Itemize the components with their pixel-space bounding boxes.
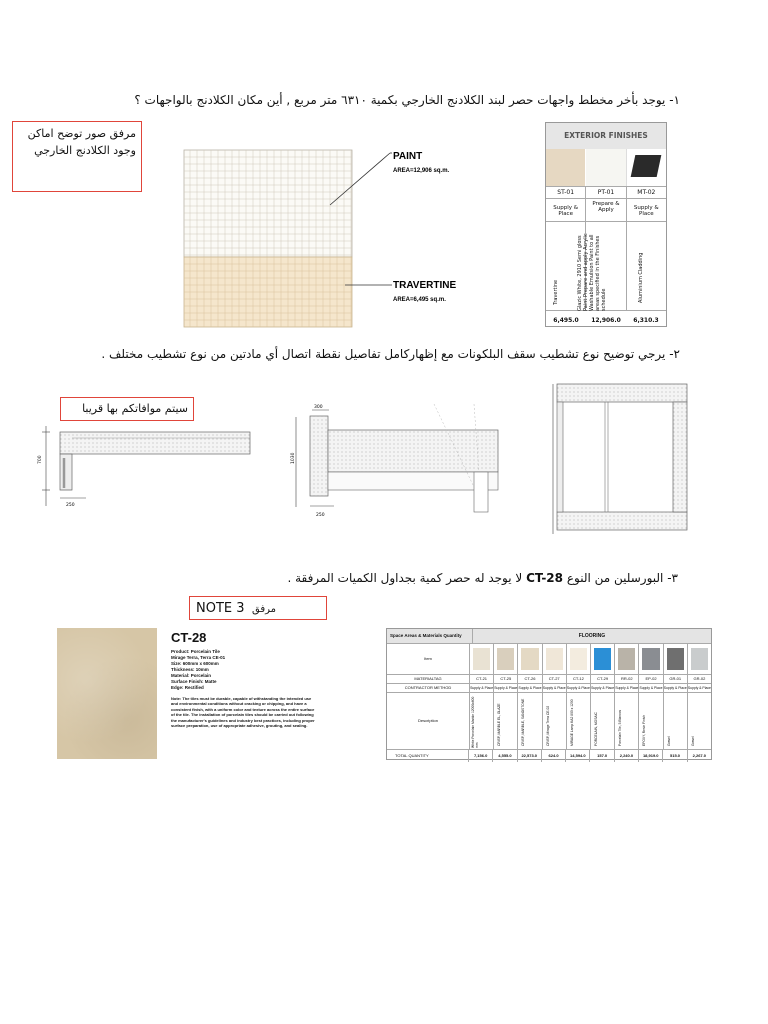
flooring-total: 4,555.0 [493,750,517,762]
flooring-description: MIRAGE Lamp KA2 800 x 1200 [569,699,574,746]
flooring-total: 14,594.0 [566,750,590,762]
flooring-description: CRISP, MARBLE EL, GLAZE [497,703,502,746]
d1-dim-250: 250 [66,503,75,508]
question-3 [287,571,678,585]
flooring-total: 624.0 [542,750,566,762]
exterior-table-title: EXTERIOR FINISHES [546,123,666,149]
flooring-code: CT-25 [494,675,518,683]
row-label-description: Description [387,693,470,749]
flooring-description-cell [543,693,567,749]
paint-area: AREA=12,906 sq.m. [393,168,450,174]
ct28-code: CT-28 [171,630,207,645]
code-st01: ST-01 [546,187,586,198]
flooring-code: CT-26 [518,675,542,683]
note-box-1 [12,121,142,192]
flooring-swatch-cell [518,644,542,674]
flooring-swatch [473,648,490,670]
question-1: ١- يوجد بأخر مخطط واجهات حصر لبند الكلادنج الخارجي بكمية ٦٣١٠ متر مربع , أين مكان الكلادنج بالواجهات ؟ [134,93,680,107]
flooring-description: CRISP, MARBLE, SANDSTONE [521,698,526,746]
flooring-code: GR-01 [664,675,688,683]
flooring-description: Gravel [666,736,671,746]
balcony-detail-2 [284,402,504,522]
flooring-method: Supply & Place [591,686,615,690]
flooring-total: 2,267.0 [692,753,706,758]
flooring-swatch [594,648,611,670]
flooring-swatch-cell [591,644,615,674]
total-mt02: 6,310.3 [633,317,659,324]
flooring-code: CT-21 [470,675,494,683]
flooring-code: CT-12 [567,675,591,683]
flooring-total: 515.0 [663,750,687,762]
flooring-swatch-cell [639,644,663,674]
desc-st01: Travertine [553,279,559,305]
flooring-code: CT-27 [543,675,567,683]
total-pt01: 12,906.0 [591,317,621,324]
flooring-swatch-cell [494,644,518,674]
method-st01: Supply & Place [546,199,586,221]
flooring-swatch [691,648,708,670]
d2-dim-250: 250 [316,513,325,518]
elevation-drawing [180,145,480,330]
d2-dim-300: 300 [314,405,323,410]
flooring-method: Supply & Place [518,686,542,690]
flooring-method: Supply & Place [470,686,494,690]
flooring-table [386,628,712,760]
flooring-swatch [642,648,659,670]
flooring-description: CRISP, Mirage Terra CE-02 [545,705,550,746]
flooring-header-right: FLOORING [578,633,606,639]
row-label-total: TOTAL QUANTITY [387,750,469,762]
flooring-total: 18,919.0 [639,750,663,762]
flooring-method: Supply & Place [542,686,566,690]
ct28-note: Note: The tiles must be durable, capable of withstanding the intended use and environmental conditions without cracking or chipping, and have a consistent finish, with a uniform color and texture across the entire surface of the tile. The installation of porcelain tiles should be carried out following the manufacturer's guidelines and industry best practices, including proper surface preparation, use of appropriate adhesive, grouting, and sealing. [171,696,315,729]
flooring-description: Gravel [690,736,695,746]
flooring-total: 2,240.0 [615,750,639,762]
desc-pt01: Glazic White, 2910 Semi gloss Paint Prepare and apply Acrylic Washable Emulsion Paint to all areas specified in the Finishes schedule [577,233,608,311]
ct28-spec-2: Size: 600mm x 600mm [171,661,219,666]
total-st01: 6,495.0 [553,317,579,324]
swatch-pt01 [586,149,626,186]
flooring-code: RR-02 [615,675,639,683]
travertine-label: TRAVERTINE [393,280,457,291]
ct28-spec-1: Mirage Terra, Terra CE-01 [171,655,226,660]
flooring-method: Supply & Place [494,686,518,690]
flooring-swatch-cell [688,644,711,674]
note-3-prefix: مرفق [252,604,277,615]
flooring-description-cell [567,693,591,749]
exterior-finishes-table [545,122,667,327]
flooring-swatch-cell [664,644,688,674]
flooring-method: Supply & Place [687,686,711,690]
row-label-item: Item [387,644,470,674]
flooring-method: Supply & Place [639,686,663,690]
method-pt01: Prepare & Apply [586,199,626,221]
flooring-total: 157.0 [590,750,614,762]
ct28-spec-4: Material: Porcelain [171,673,212,678]
flooring-swatch [570,648,587,670]
ct28-spec [171,630,316,728]
ct28-spec-6: Edge: Rectified [171,685,204,690]
swatch-st01 [546,149,586,186]
question-3-pre: ٣- البورسلين من النوع [566,571,678,585]
ct28-spec-5: Surface Finish: Matte [171,679,217,684]
flooring-header-left: Space Areas & Materials Quantity [387,629,473,643]
flooring-description: Porcelain Tile, 5 Blancos [618,709,623,746]
flooring-description-cell [664,693,688,749]
question-3-code: CT-28 [526,571,564,585]
code-pt01: PT-01 [586,187,626,198]
flooring-total: 7,156.0 [469,750,493,762]
flooring-description-cell [518,693,542,749]
flooring-code: EP-02 [639,675,663,683]
flooring-swatch-cell [543,644,567,674]
paint-label: PAINT [393,151,423,162]
method-mt02: Supply & Place [633,205,659,217]
flooring-method: Supply & Place [566,686,590,690]
swatch-mt02 [627,149,666,186]
balcony-detail-1 [36,418,251,513]
flooring-description: White Porcelain Marble 12000x600 mm [471,696,479,748]
flooring-description-cell [470,693,494,749]
flooring-description-cell [639,693,663,749]
ct28-spec-3: Thickness: 10mm [171,667,209,672]
flooring-description: PORCELAIN, MOSAIC [594,712,599,746]
d2-dim-1030: 1030 [291,452,296,464]
flooring-swatch-cell [470,644,494,674]
flooring-method: Supply & Place [663,686,687,690]
desc-mt02: Aluminium Cladding [637,252,644,303]
ct28-spec-0: Product: Porcelain Tile [171,649,220,654]
flooring-swatch-cell [615,644,639,674]
ct28-swatch [57,628,157,759]
flooring-method: Supply & Place [615,686,639,690]
flooring-description-cell [688,693,711,749]
note-box-3 [189,596,327,620]
question-2: ٢- يرجي توضيح نوع تشطيب سقف البلكونات مع إظهاركامل تفاصيل نقطة اتصال أي مادتين من نوع تشطيب مختلف . [101,347,680,361]
flooring-total: 22,573.0 [518,750,542,762]
flooring-description-cell [615,693,639,749]
flooring-code: CT-29 [591,675,615,683]
flooring-swatch [497,648,514,670]
row-label-tag: MATERIALTAG [387,675,470,683]
flooring-description: EPOXY, Resin Finish [642,715,647,746]
balcony-detail-3 [545,374,695,539]
code-mt02: MT-02 [637,189,656,196]
flooring-swatch [618,648,635,670]
question-3-post: لا يوجد له حصر كمية بجداول الكميات المرفقة . [287,571,523,585]
flooring-swatch [667,648,684,670]
note-3-label: NOTE 3 [196,601,245,616]
note-1-text: مرفق صور توضح اماكن وجود الكلادنج الخارجي [27,127,136,158]
flooring-description-cell [494,693,518,749]
flooring-swatch [521,648,538,670]
flooring-swatch [546,648,563,670]
flooring-description-cell [591,693,615,749]
row-label-method: CONTRACTOR METHOD [387,684,470,692]
travertine-area: AREA=6,495 sq.m. [393,297,446,303]
flooring-swatch-cell [567,644,591,674]
note-2-text: سيتم موافاتكم بها قريبا [82,402,188,415]
flooring-code: GR-02 [693,676,706,681]
d1-dim-700: 700 [38,455,43,464]
